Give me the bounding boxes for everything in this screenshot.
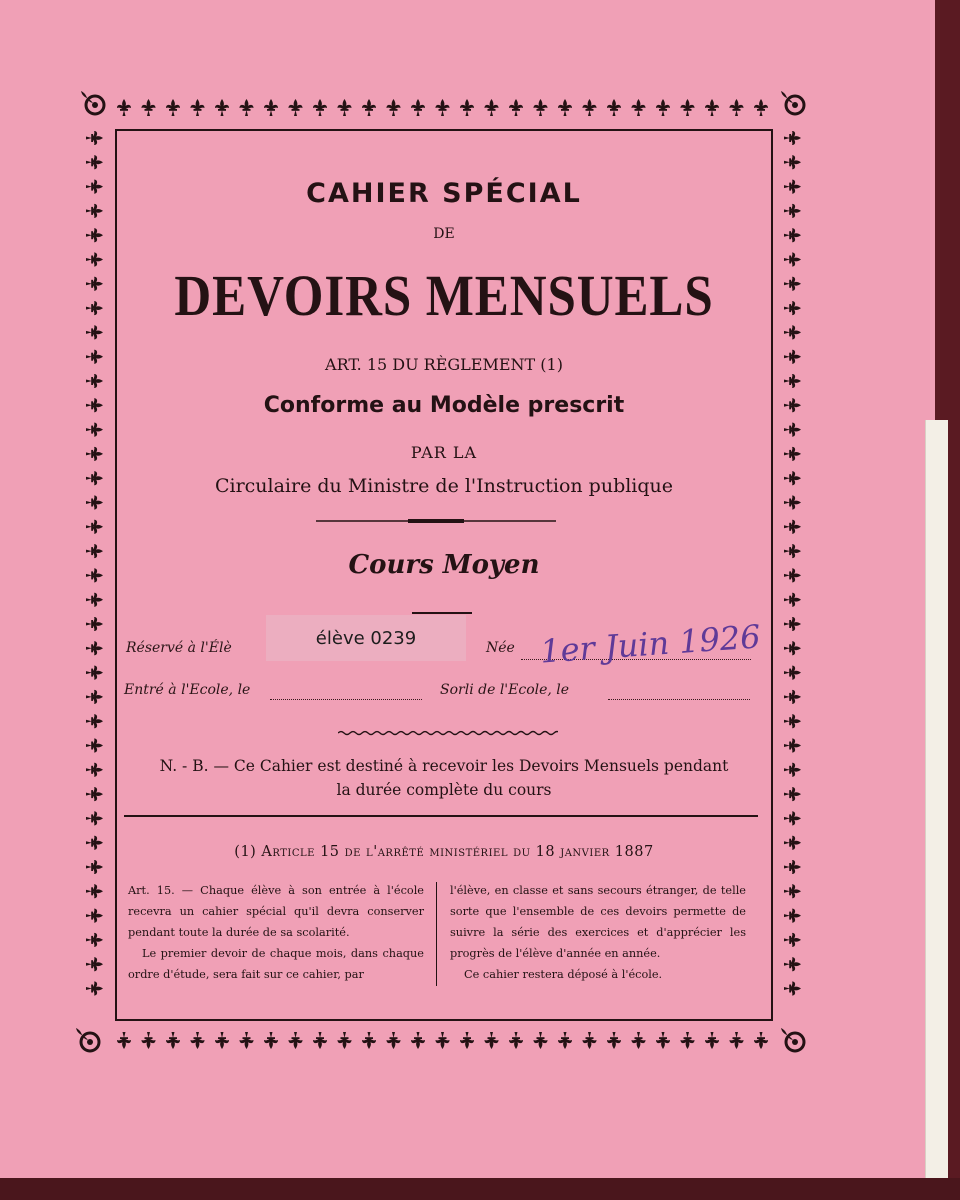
sorti-label: Sorli de l'Ecole, le: [440, 682, 570, 698]
title-cahier-special: CAHIER SPÉCIAL: [306, 178, 582, 209]
footnote-right-p1: l'élève, en classe et sans secours étranger, de telle sorte que l'ensemble de ces devoirs permette de suivre la série des exercices et d'apprécier les progrès de l'élève d'année en année.: [450, 884, 746, 960]
footnote-right-column: [450, 880, 746, 985]
nee-label: Née: [486, 640, 515, 656]
reserve-label: Réservé à l'Élè: [126, 640, 232, 656]
footnote-left-p1: Art. 15. — Chaque élève à son entrée à l'école recevra un cahier spécial qu'il devra conserver pendant toute la durée de sa scolarité.: [128, 884, 424, 939]
par-la-line: PAR LA: [410, 443, 478, 462]
section-rule: [124, 815, 758, 817]
footnote-heading: (1) Article 15 de l'arrêté ministériel du 18 janvier 1887: [234, 844, 654, 860]
wavy-rule: [338, 730, 558, 736]
note-line-1: N. - B. — Ce Cahier est destiné à recevoir les Devoirs Mensuels pendant: [159, 757, 729, 775]
student-id-field[interactable]: élève 0239: [266, 615, 466, 661]
footnote-left-column: [128, 880, 424, 985]
circulaire-line: Circulaire du Ministre de l'Instruction publique: [214, 475, 674, 497]
short-rule: [412, 612, 472, 614]
column-divider: [436, 882, 437, 986]
title-devoirs-mensuels: DEVOIRS MENSUELS: [174, 263, 714, 328]
footnote-right-p2: Ce cahier restera déposé à l'école.: [464, 968, 663, 981]
handwritten-birth-date: 1er Juin 1926: [538, 617, 762, 671]
entre-dotted-line[interactable]: [270, 698, 422, 700]
note-line-2: la durée complète du cours: [336, 781, 552, 799]
footnote-left-p2: Le premier devoir de chaque mois, dans chaque ordre d'étude, sera fait sur ce cahier, par: [128, 947, 424, 981]
sorti-dotted-line[interactable]: [608, 698, 750, 700]
conforme-line: Conforme au Modèle prescrit: [263, 393, 625, 418]
title-de: DE: [433, 226, 455, 242]
article-reference: ART. 15 DU RÈGLEMENT (1): [325, 355, 563, 374]
background-surface: [0, 1178, 960, 1200]
cover-frame: [116, 130, 772, 1020]
entre-label: Entré à l'Ecole, le: [124, 682, 251, 698]
ornamental-rule: [316, 518, 556, 524]
cours-moyen-label: Cours Moyen: [348, 550, 540, 580]
